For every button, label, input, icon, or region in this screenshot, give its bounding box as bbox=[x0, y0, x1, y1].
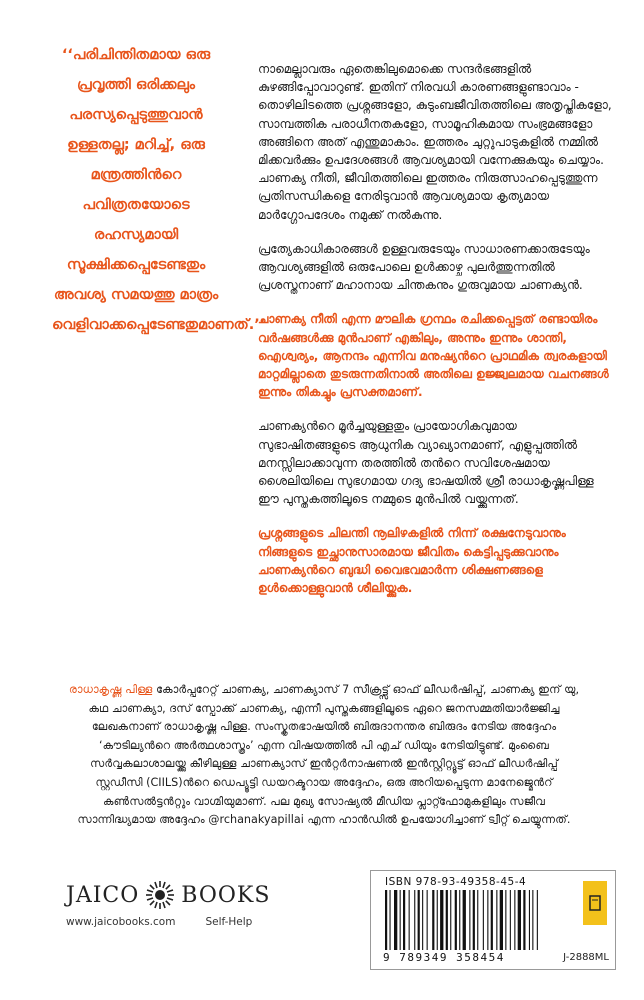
publisher-website[interactable]: www.jaicobooks.com bbox=[66, 916, 176, 928]
blurb-column bbox=[258, 60, 614, 613]
blurb-paragraph-4: ചാണക്യൻറെ മൂർച്ചയുള്ളതും പ്രായോഗികവുമായ സുഭാഷിതങ്ങളുടെ ആധുനിക വ്യാഖ്യാനമാണ്, എളുപ്പത്തിൽ മനസ്സിലാക്കാവുന്ന തരത്തിൽ തൻറെ സവിശേഷമായ ശൈലിയിലെ സുഭഗമായ ഗദ്യ ഭാഷയിൽ ശ്രീ രാധാകൃഷ്ണപിള്ള ഈ പുസ്തകത്തിലൂടെ നമ്മുടെ മുൻപിൽ വയ്ക്കുന്നത്. bbox=[258, 419, 594, 507]
author-bio-text: കോർപ്പറേറ്റ് ചാണക്യ, ചാണക്യാസ് 7 സീക്രട്ട്സ് ഓഫ് ലീഡർഷിപ്പ്, ചാണക്യ ഇന് യു, കഥ ചാണക്യാ, ദസ് സ്പോക്ക് ചാണക്യ, എന്നീ പുസ്തകങ്ങളിലൂടെ ഏറെ ജനസമ്മതിയാർജ്ജിച്ച ലേഖകനാണ് രാധാകൃഷ്ണ പിള്ള. സംസ്കൃതഭാഷയിൽ ബിരുദാനന്തര ബിരുദം നേടിയ അദ്ദേഹം ‘കൗടില്യൻറെ അർത്ഥശാസ്ത്രം’ എന്ന വിഷയത്തിൽ പി എച് ഡിയും നേടിയിട്ടുണ്ട്. മുംബൈ സർവ്വകലാശാലയ്ക്കു കീഴിലുള്ള ചാണക്യാസ് ഇൻറ്റർനാഷണൽ ഇൻസ്റ്റിറ്റ്യൂട്ട് ഓഫ് ലീഡർഷിപ്പ് സ്റ്റഡീസി (CIILS)ൻറെ ഡെപ്യൂട്ടി ഡയറക്ടറായ അദ്ദേഹം, ഒരു അറിയപ്പെടുന്ന മാനേജ്മെൻറ് കൺസൽട്ടൻറ്റും വാഗ്മിയുമാണ്. പല മുഖ്യ സോഷ്യൽ മീഡിയ പ്ലാറ്റ്ഫോമുകളിലും സജീവ സാന്നിദ്ധ്യമായ അദ്ദേഹം @rchanakyapillai എന്ന ഹാൻഡിൽ ഉപയോഗിച്ചാണ് ട്വീറ്റ് ചെയ്യുന്നത്. bbox=[77, 683, 580, 827]
pull-quote: ‘‘പരിചിന്തിതമായ ഒരു പ്രവൃത്തി ഒരിക്കലും പരസ്യപ്പെടുത്തുവാൻ ഉള്ളതല്ല; മറിച്ച്, ഒരു മന്ത്രത്തിൻറെ പവിത്രതയോടെ രഹസ്യമായി സൂക്ഷിക്കപ്പെടേണ്ടതും അവശ്യ സമയത്തു മാത്രം വെളിവാക്കപ്പെടേണ്ടതുമാണത്.’’ bbox=[52, 47, 266, 333]
publisher-name-right: BOOKS bbox=[181, 882, 271, 908]
blurb-paragraph-1: നാമെല്ലാവരും ഏതെങ്കിലുമൊക്കെ സന്ദർഭങ്ങളിൽ കുഴങ്ങിപ്പോവാറുണ്ട്. ഇതിന് നിരവധി കാരണങ്ങളുണ്ടാവാം - തൊഴിലിടത്തെ പ്രശ്നങ്ങളോ, കുടുംബജീവിതത്തിലെ അതൃപ്തികളോ, സാമ്പത്തിക പരാധീനതകളോ, സാമൂഹികമായ സംഭ്രമങ്ങളോ അങ്ങിനെ അത് എന്തുമാകാം. ഇത്തരം ചുറ്റുപാടുകളിൽ നമ്മിൽ മിക്കവർക്കും ഉപദേശങ്ങൾ ആവശ്യമായി വന്നേക്കുകയും ചെയ്യാം. ചാണക്യ നീതി, ജീവിതത്തിലെ ഇത്തരം നിരുത്സാഹപ്പെടുത്തുന്ന പ്രതിസന്ധികളെ നേരിടുവാൻ ആവശ്യമായ കൃത്യമായ മാർഗ്ഗോപദേശം നമുക്ക് നൽകുന്നു. bbox=[258, 62, 612, 222]
barcode-image bbox=[381, 890, 571, 952]
jaico-badge bbox=[583, 881, 607, 925]
blurb-paragraph-5-highlight: പ്രശ്നങ്ങളുടെ ചിലന്തി നൂലിഴകളിൽ നിന്ന് രക്ഷനേടുവാനും നിങ്ങളുടെ ഇച്ഛാനുസാരമായ ജീവിതം കെട്ടിപ്പടുക്കുവാനും ചാണക്യൻറെ ബുദ്ധി വൈഭവമാർന്ന ശിക്ഷണങ്ങളെ ഉൾക്കൊള്ളുവാൻ ശീലിയ്ക്കുക. bbox=[258, 526, 566, 596]
author-bio bbox=[66, 681, 582, 830]
publisher-name-left: JAICO bbox=[66, 882, 140, 908]
publisher-meta bbox=[66, 916, 306, 928]
author-name: രാധാകൃഷ്ണ പിള്ള bbox=[68, 683, 153, 696]
publisher-block bbox=[66, 880, 306, 940]
sun-icon bbox=[145, 880, 175, 910]
barcode-digits: 9 789349 358454 bbox=[383, 951, 505, 964]
book-category: Self-Help bbox=[205, 916, 253, 928]
barcode-panel bbox=[370, 870, 616, 970]
isbn-label: ISBN 978-93-49358-45-4 bbox=[385, 876, 527, 888]
book-code: J-2888ML bbox=[563, 952, 609, 963]
publisher-logo bbox=[66, 880, 306, 910]
book-icon bbox=[588, 894, 602, 912]
blurb-paragraph-2: പ്രത്യേകാധികാരങ്ങൾ ഉള്ളവരുടേയും സാധാരണക്കാരുടേയും ആവശ്യങ്ങളിൽ ഒരുപോലെ ഉൾക്കാഴ്ച പുലർത്തുന്നതിൽ പ്രശസ്തനാണ് മഹാനായ ചിന്തകനും ഗുരുവുമായ ചാണക്യൻ. bbox=[258, 241, 590, 293]
blurb-paragraph-3-highlight: ചാണക്യ നീതി എന്ന മൗലിക ഗ്രന്ഥം രചിക്കപ്പെട്ടത് രണ്ടായിരം വർഷങ്ങൾക്കു മുൻപാണ് എങ്കിലും, അന്നും ഇന്നും ശാന്തി, ഐശ്വര്യം, ആനന്ദം എന്നിവ മനുഷ്യൻറെ പ്രാഥമിക ത്വരകളായി മാറ്റമില്ലാതെ തുടരുന്നതിനാൽ അതിലെ ഉജ്ജ്വലമായ വചനങ്ങൾ ഇന്നും തികച്ചും പ്രസക്തമാണ്. bbox=[258, 312, 609, 400]
